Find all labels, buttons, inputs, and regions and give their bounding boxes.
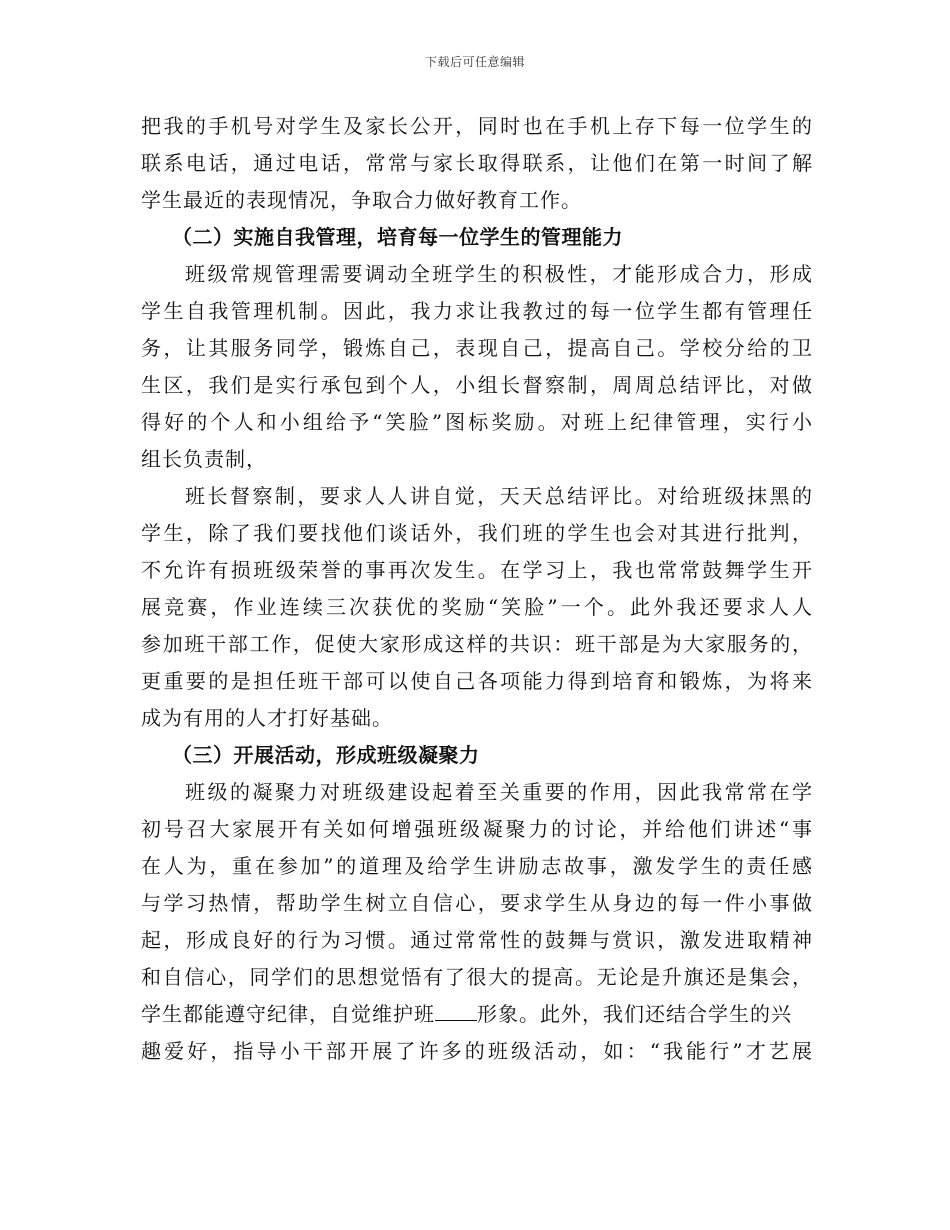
paragraph-line: 学生，除了我们要找他们谈话外，我们班的学生也会对其进行批判，	[141, 521, 813, 545]
paragraph-line: 得好的个人和小组给予“笑脸”图标奖励。对班上纪律管理，实行小	[141, 410, 813, 434]
line-segment: 学生都能遵守纪律，自觉维护班	[141, 1002, 435, 1026]
paragraph-line: 成为有用的人才打好基础。	[141, 706, 393, 730]
section-heading: （二）实施自我管理，培育每一位学生的管理能力	[172, 225, 623, 249]
document-body	[141, 108, 813, 1070]
paragraph-line: 在人为，重在参加”的道理及给学生讲励志故事，激发学生的责任感	[141, 854, 813, 878]
paragraph-line: 不允许有损班级荣誉的事再次发生。在学习上，我也常常鼓舞学生开	[141, 558, 813, 582]
paragraph-line: 与学习热情，帮助学生树立自信心，要求学生从身边的每一件小事做	[141, 891, 813, 915]
paragraph-line: 学生最近的表现情况，争取合力做好教育工作。	[141, 188, 582, 212]
paragraph-line: 趣爱好，指导小干部开展了许多的班级活动，如：“我能行”才艺展	[141, 1039, 813, 1063]
paragraph-line: 班长督察制，要求人人讲自觉，天天总结评比。对给班级抹黑的	[185, 484, 813, 508]
paragraph-line: 初号召大家展开有关如何增强班级凝聚力的讨论，并给他们讲述“事	[141, 817, 813, 841]
paragraph-line: 生区，我们是实行承包到个人，小组长督察制，周周总结评比，对做	[141, 373, 813, 397]
paragraph-line: 班级常规管理需要调动全班学生的积极性，才能形成合力，形成	[185, 262, 813, 286]
paragraph-line: 学生自我管理机制。因此，我力求让我教过的每一位学生都有管理任	[141, 299, 813, 323]
paragraph-line: 组长负责制，	[141, 447, 267, 471]
paragraph-line	[141, 996, 813, 1033]
paragraph-line: 更重要的是担任班干部可以使自己各项能力得到培育和锻炼，为将来	[141, 669, 813, 693]
section-heading: （三）开展活动，形成班级凝聚力	[172, 743, 480, 767]
paragraph-line: 把我的手机号对学生及家长公开，同时也在手机上存下每一位学生的	[141, 114, 813, 138]
paragraph-line: 起，形成良好的行为习惯。通过常常性的鼓舞与赏识，激发进取精神	[141, 928, 813, 952]
paragraph-line: 和自信心，同学们的思想觉悟有了很大的提高。无论是升旗还是集会，	[141, 965, 813, 989]
paragraph-line: 班级的凝聚力对班级建设起着至关重要的作用，因此我常常在学	[185, 780, 813, 804]
line-segment: 形象。此外，我们还结合学生的兴	[477, 1002, 792, 1026]
paragraph-line: 务，让其服务同学，锻炼自己，表现自己，提高自己。学校分给的卫	[141, 336, 813, 360]
paragraph-line: 展竞赛，作业连续三次获优的奖励“笑脸”一个。此外我还要求人人	[141, 595, 813, 619]
paragraph-line: 参加班干部工作，促使大家形成这样的共识：班干部是为大家服务的，	[141, 632, 813, 656]
paragraph-line: 联系电话，通过电话，常常与家长取得联系，让他们在第一时间了解	[141, 151, 813, 175]
page-header: 下载后可任意编辑	[424, 55, 525, 69]
fill-blank	[435, 998, 477, 1021]
